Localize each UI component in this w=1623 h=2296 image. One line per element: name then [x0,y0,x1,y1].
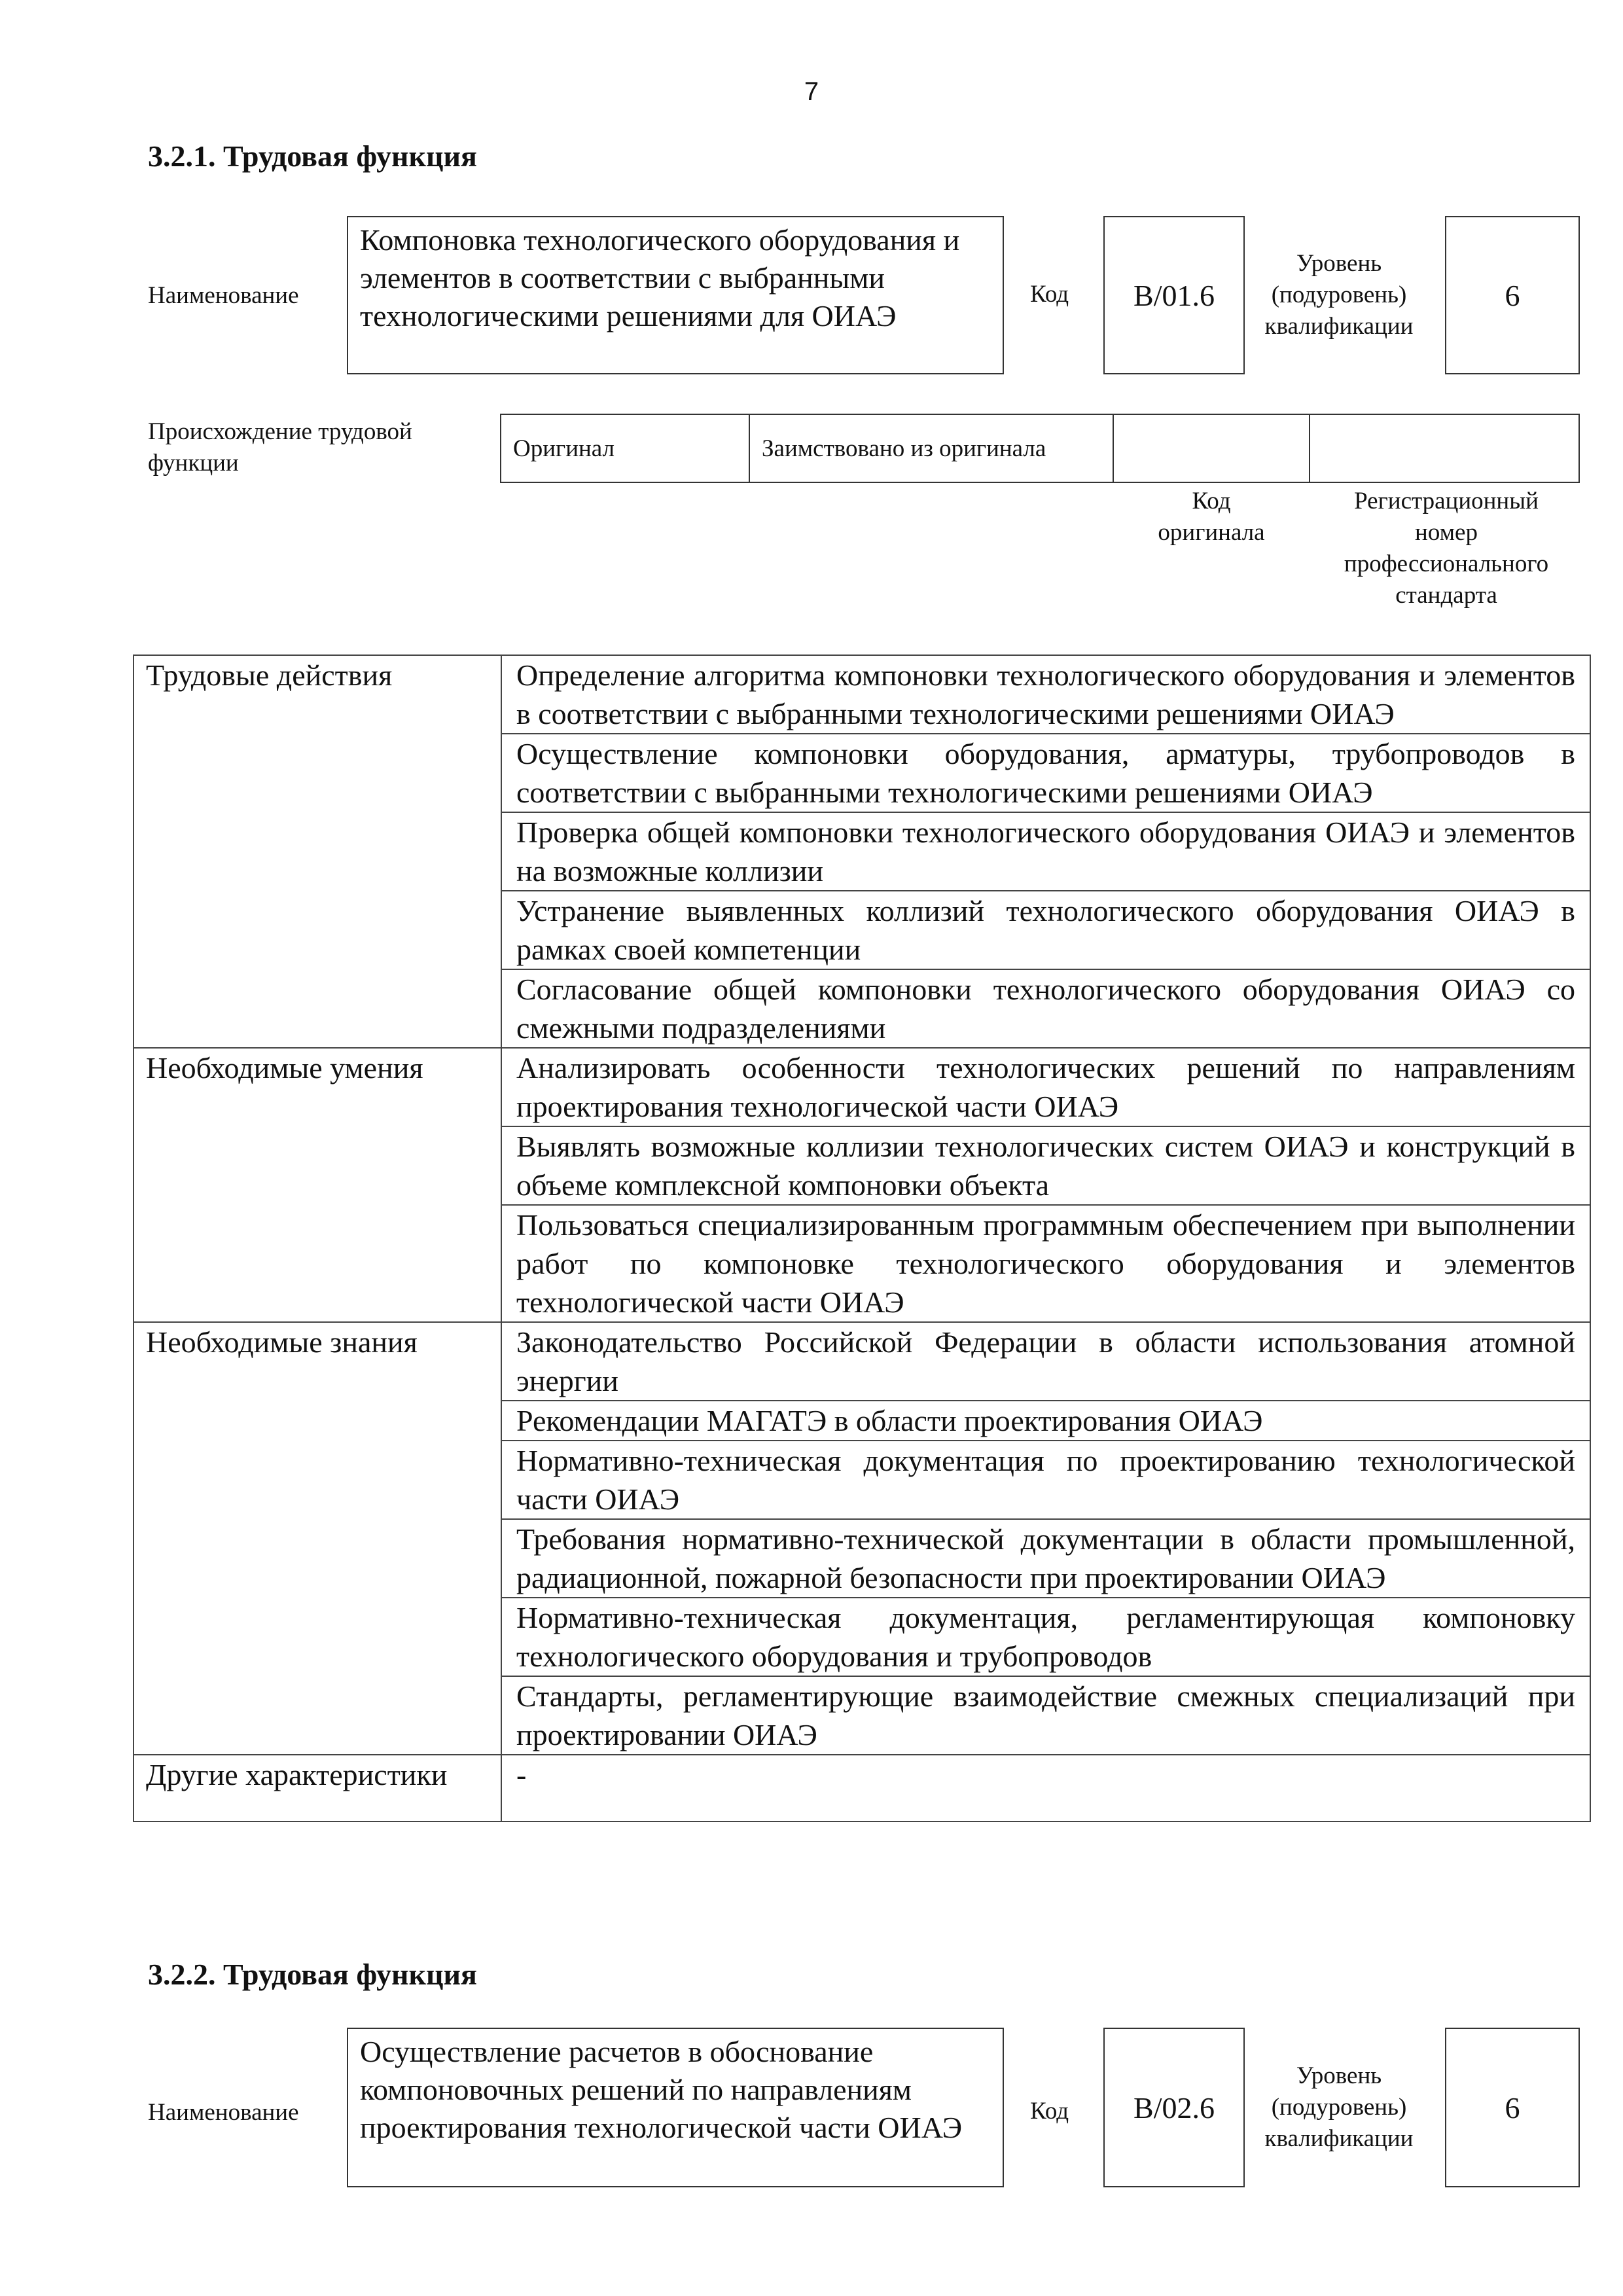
table-cell: - [501,1755,1590,1821]
table-cell: Согласование общей компоновки технологического оборудования ОИАЭ со смежными подразделениями [501,969,1590,1048]
table-row [134,1322,1590,1401]
table-cell: Пользоваться специализированным программным обеспечением при выполнении работ по компоновке технологического оборудования и элементов технологической части ОИАЭ [501,1205,1590,1322]
section-title-3-2-2: 3.2.2. Трудовая функция [148,1958,477,1991]
origin-reg-cell [1309,414,1580,483]
name-label: Наименование [148,282,299,309]
table-cell: Проверка общей компоновки технологического оборудования ОИАЭ и элементов на возможные коллизии [501,812,1590,891]
origin-borrowed-cell: Заимствовано из оригинала [749,414,1114,483]
table-row [134,1755,1590,1821]
function-name-box: Компоновка технологического оборудования и элементов в соответствии с выбранными технологическими решениями для ОИАЭ [347,216,1004,374]
row-label-knowledge: Необходимые знания [134,1322,501,1755]
row-label-actions: Трудовые действия [134,655,501,1048]
origin-code-cell [1113,414,1310,483]
qualification-level-box-2: 6 [1445,2028,1580,2187]
code-value-box-2: B/02.6 [1103,2028,1245,2187]
name-label-2: Наименование [148,2099,299,2126]
origin-reg-caption: Регистрационный номер профессионального стандарта [1344,488,1549,609]
table-row [134,655,1590,734]
qualification-level-label: Уровень (подуровень) квалификации [1264,250,1414,340]
table-row [134,1048,1590,1126]
table-cell: Устранение выявленных коллизий технологического оборудования ОИАЭ в рамках своей компетенции [501,891,1590,969]
table-cell: Законодательство Российской Федерации в области использования атомной энергии [501,1322,1590,1401]
table-cell: Требования нормативно-технической документации в области промышленной, радиационной, пожарной безопасности при проектировании ОИАЭ [501,1519,1590,1598]
origin-label: Происхождение трудовой функции [148,418,412,476]
row-label-skills: Необходимые умения [134,1048,501,1322]
table-cell: Рекомендации МАГАТЭ в области проектирования ОИАЭ [501,1401,1590,1441]
code-value-box: B/01.6 [1103,216,1245,374]
table-cell: Нормативно-техническая документация по проектированию технологической части ОИАЭ [501,1441,1590,1519]
qualification-level-label-2: Уровень (подуровень) квалификации [1264,2062,1414,2152]
table-cell: Выявлять возможные коллизии технологических систем ОИАЭ и конструкций в объеме комплексной компоновки объекта [501,1126,1590,1205]
section-title-3-2-1: 3.2.1. Трудовая функция [148,139,477,173]
origin-original-cell: Оригинал [500,414,750,483]
page-number: 7 [804,77,819,106]
table-cell: Определение алгоритма компоновки технологического оборудования и элементов в соответствии с выбранными технологическими решениями ОИАЭ [501,655,1590,734]
row-label-other: Другие характеристики [134,1755,501,1821]
table-cell: Стандарты, регламентирующие взаимодействие смежных специализаций при проектировании ОИАЭ [501,1676,1590,1755]
code-label: Код [1030,281,1069,308]
code-label-2: Код [1030,2098,1069,2125]
qualification-level-box: 6 [1445,216,1580,374]
table-cell: Нормативно-техническая документация, регламентирующая компоновку технологического оборудования и трубопроводов [501,1598,1590,1676]
labor-function-table [133,655,1591,1822]
origin-code-caption: Код оригинала [1158,488,1265,546]
function-name-box-2: Осуществление расчетов в обоснование компоновочных решений по направлениям проектирования технологической части ОИАЭ [347,2028,1004,2187]
table-cell: Осуществление компоновки оборудования, арматуры, трубопроводов в соответствии с выбранными технологическими решениями ОИАЭ [501,734,1590,812]
table-cell: Анализировать особенности технологических решений по направлениям проектирования технологической части ОИАЭ [501,1048,1590,1126]
